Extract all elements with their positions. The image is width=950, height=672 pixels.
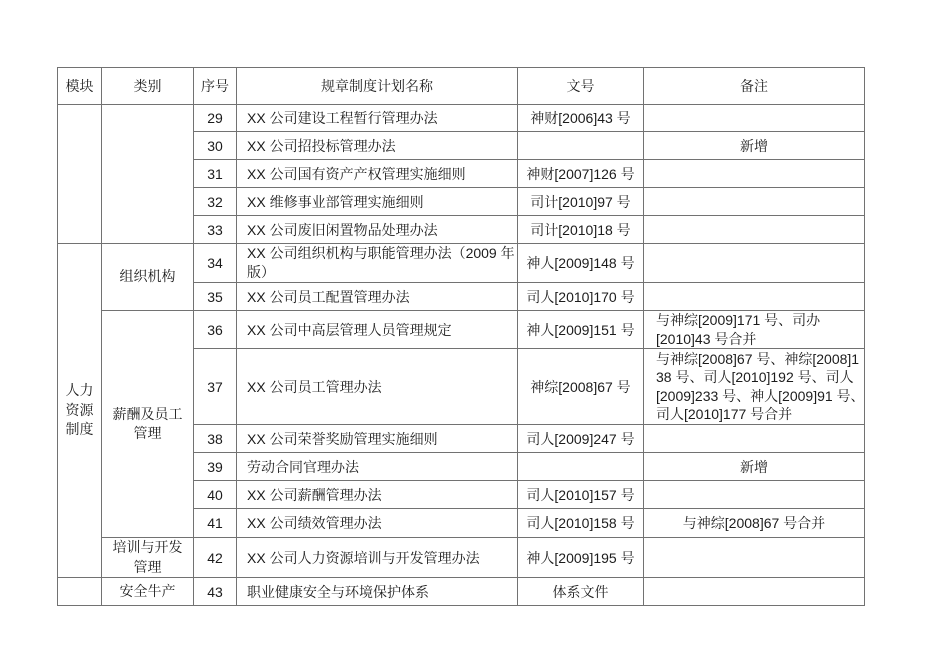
row-doc-no: 司人[2010]158 号 [518,509,644,538]
row-remark: 与神综[2008]67 号合并 [644,509,865,538]
row-name: XX 公司废旧闲置物品处理办法 [237,216,518,244]
row-name: XX 公司人力资源培训与开发管理办法 [237,538,518,578]
row-remark [644,244,865,283]
row-name: XX 维修事业部管理实施细则 [237,188,518,216]
row-no: 33 [194,216,237,244]
table-row [58,578,865,606]
row-name: XX 公司员工配置管理办法 [237,283,518,311]
category-label: 组织机构 [119,268,176,285]
row-name: 职业健康安全与环境保护体系 [237,578,518,606]
row-remark [644,311,865,349]
row-doc-no: 神人[2009]195 号 [518,538,644,578]
row-remark [644,160,865,188]
category-label: 培训与开发管理 [112,539,183,575]
header-name: 规章制度计划名称 [237,68,518,105]
row-doc-no: 神财[2006]43 号 [518,105,644,132]
category-cell-empty [102,105,194,244]
category-label: 安全牛产 [119,582,176,599]
row-no: 39 [194,453,237,481]
row-no: 38 [194,425,237,453]
module-label: 人力资源制度 [65,382,94,438]
row-remark-line: 与神综[2008]67 号、神综[2008]1 [656,350,860,367]
row-doc-no [518,132,644,160]
row-no: 35 [194,283,237,311]
row-remark [644,538,865,578]
row-remark [644,188,865,216]
row-remark: 新增 [644,453,865,481]
row-doc-no: 司人[2009]247 号 [518,425,644,453]
row-remark-line: 司人[2010]177 号合并 [656,406,793,423]
row-doc-no: 神人[2009]151 号 [518,311,644,349]
row-remark-line: 与神综[2009]171 号、司办 [656,312,821,328]
row-no: 40 [194,481,237,509]
table-row [58,105,865,132]
row-doc-no: 司人[2010]170 号 [518,283,644,311]
row-no: 37 [194,349,237,425]
row-name: XX 公司薪酬管理办法 [237,481,518,509]
category-cell-safety [102,578,194,606]
category-label: 薪酬及员工管理 [112,405,183,442]
row-no: 36 [194,311,237,349]
regulation-plan-table [57,67,865,606]
row-name [237,244,518,283]
row-doc-no: 司人[2010]157 号 [518,481,644,509]
row-name-line: XX 公司组织机构与职能管理办法（2009 年 [247,245,515,262]
row-doc-no [518,453,644,481]
row-no: 42 [194,538,237,578]
header-no: 序号 [194,68,237,105]
row-name: XX 公司员工管理办法 [237,349,518,425]
row-remark [644,283,865,311]
row-name: XX 公司建设工程暂行管理办法 [237,105,518,132]
module-cell-hr [58,244,102,578]
row-no: 29 [194,105,237,132]
table-row [58,244,865,283]
header-module: 模块 [58,68,102,105]
row-remark [644,425,865,453]
row-name: XX 公司中高层管理人员管理规定 [237,311,518,349]
table-row [58,538,865,578]
row-no: 34 [194,244,237,283]
row-doc-no: 神人[2009]148 号 [518,244,644,283]
row-name: XX 公司荣誉奖励管理实施细则 [237,425,518,453]
header-doc-no: 文号 [518,68,644,105]
row-name: XX 公司绩效管理办法 [237,509,518,538]
row-no: 43 [194,578,237,606]
header-remark: 备注 [644,68,865,105]
row-doc-no: 神综[2008]67 号 [518,349,644,425]
row-remark: 新增 [644,132,865,160]
category-cell-org [102,244,194,311]
row-doc-no: 司计[2010]97 号 [518,188,644,216]
row-doc-no: 司计[2010]18 号 [518,216,644,244]
row-name-line: 版） [247,264,275,280]
row-name: 劳动合同官理办法 [237,453,518,481]
row-remark [644,578,865,606]
header-category: 类别 [102,68,194,105]
row-no: 41 [194,509,237,538]
table-row [58,311,865,349]
row-remark-line: 38 号、司人[2010]192 号、司人 [656,369,854,386]
category-cell-training [102,538,194,578]
row-doc-no: 体系文件 [518,578,644,606]
row-no: 32 [194,188,237,216]
row-remark [644,105,865,132]
module-cell-empty [58,578,102,606]
row-remark [644,216,865,244]
header-row [58,68,865,105]
row-remark [644,481,865,509]
category-cell-pay [102,311,194,538]
row-name: XX 公司国有资产产权管理实施细则 [237,160,518,188]
row-name: XX 公司招投标管理办法 [237,132,518,160]
row-doc-no: 神财[2007]126 号 [518,160,644,188]
row-remark-line: [2009]233 号、神人[2009]91 号、 [656,387,865,404]
row-remark [644,349,865,425]
row-no: 31 [194,160,237,188]
module-cell-empty [58,105,102,244]
row-remark-line: [2010]43 号合并 [656,330,757,347]
row-no: 30 [194,132,237,160]
